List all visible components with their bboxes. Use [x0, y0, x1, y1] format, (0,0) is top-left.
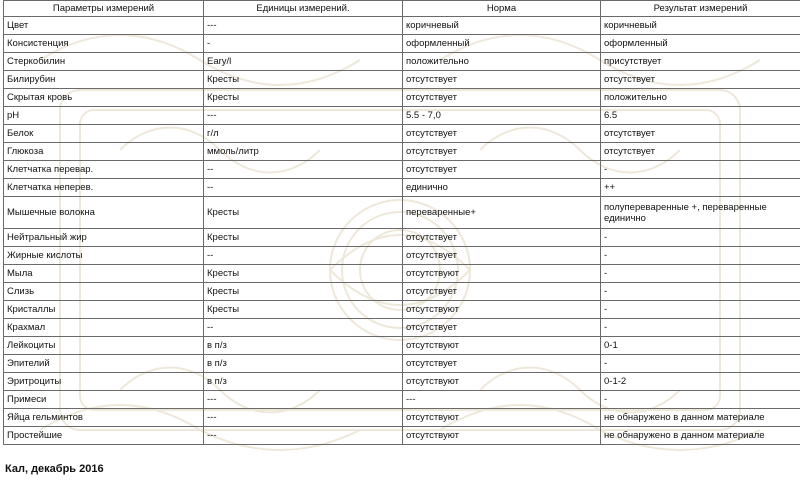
cell-result: отсутствует [601, 125, 800, 143]
cell-parameter: Простейшие [4, 427, 204, 445]
cell-units: --- [204, 409, 403, 427]
cell-norm: отсутствует [403, 125, 601, 143]
header-result: Результат измерений [601, 1, 800, 17]
cell-result: - [601, 355, 800, 373]
cell-result: положительно [601, 89, 800, 107]
cell-units: -- [204, 319, 403, 337]
header-norm: Норма [403, 1, 601, 17]
cell-units: в п/з [204, 373, 403, 391]
cell-parameter: Мышечные волокна [4, 197, 204, 229]
table-row [4, 427, 800, 445]
cell-parameter: Глюкоза [4, 143, 204, 161]
cell-result: - [601, 391, 800, 409]
cell-result: - [601, 265, 800, 283]
cell-norm: переваренные+ [403, 197, 601, 229]
cell-norm: отсутствуют [403, 337, 601, 355]
cell-parameter: Эпителий [4, 355, 204, 373]
cell-norm: отсутствуют [403, 265, 601, 283]
cell-norm: отсутствует [403, 71, 601, 89]
cell-result: отсутствует [601, 71, 800, 89]
cell-norm: отсутствует [403, 161, 601, 179]
cell-parameter: Стеркобилин [4, 53, 204, 71]
cell-parameter: Консистенция [4, 35, 204, 53]
cell-norm: 5.5 - 7,0 [403, 107, 601, 125]
table-header-row [4, 1, 800, 17]
table-row [4, 301, 800, 319]
cell-parameter: Кристаллы [4, 301, 204, 319]
cell-parameter: Цвет [4, 17, 204, 35]
cell-units: в п/з [204, 355, 403, 373]
document-caption: Кал, декабрь 2016 [5, 463, 104, 475]
cell-norm: отсутствуют [403, 409, 601, 427]
cell-units: ммоль/литр [204, 143, 403, 161]
table-row [4, 53, 800, 71]
table-row [4, 319, 800, 337]
cell-result: - [601, 283, 800, 301]
cell-parameter: Клетчатка неперев. [4, 179, 204, 197]
table-row [4, 391, 800, 409]
cell-norm: отсутствуют [403, 427, 601, 445]
cell-units: в п/з [204, 337, 403, 355]
cell-norm: отсутствует [403, 283, 601, 301]
cell-norm: отсутствует [403, 319, 601, 337]
cell-result: ++ [601, 179, 800, 197]
cell-norm: отсутствует [403, 355, 601, 373]
table-row [4, 355, 800, 373]
table-row [4, 265, 800, 283]
cell-norm: положительно [403, 53, 601, 71]
cell-parameter: Белок [4, 125, 204, 143]
cell-units: Eary/l [204, 53, 403, 71]
results-table [3, 0, 800, 445]
cell-parameter: Слизь [4, 283, 204, 301]
cell-units: Кресты [204, 265, 403, 283]
cell-parameter: Лейкоциты [4, 337, 204, 355]
cell-units: --- [204, 391, 403, 409]
cell-norm: --- [403, 391, 601, 409]
cell-result: присутствует [601, 53, 800, 71]
cell-parameter: pH [4, 107, 204, 125]
cell-result: - [601, 247, 800, 265]
cell-parameter: Яйца гельминтов [4, 409, 204, 427]
cell-units: - [204, 35, 403, 53]
cell-units: --- [204, 107, 403, 125]
cell-units: Кресты [204, 301, 403, 319]
cell-result: отсутствует [601, 143, 800, 161]
cell-result: коричневый [601, 17, 800, 35]
cell-result: 0-1-2 [601, 373, 800, 391]
table-row [4, 161, 800, 179]
cell-result: не обнаружено в данном материале [601, 427, 800, 445]
cell-units: -- [204, 247, 403, 265]
cell-units: Кресты [204, 89, 403, 107]
cell-parameter: Нейтральный жир [4, 229, 204, 247]
cell-units: --- [204, 17, 403, 35]
cell-result: полупереваренные +, переваренные единично [601, 197, 800, 229]
table-row [4, 17, 800, 35]
cell-norm: отсутствует [403, 143, 601, 161]
cell-norm: отсутствуют [403, 301, 601, 319]
cell-norm: отсутствует [403, 247, 601, 265]
cell-units: -- [204, 179, 403, 197]
header-units: Единицы измерений. [204, 1, 403, 17]
cell-norm: коричневый [403, 17, 601, 35]
table-row [4, 125, 800, 143]
table-row [4, 197, 800, 229]
cell-norm: оформленный [403, 35, 601, 53]
cell-units: Кресты [204, 197, 403, 229]
cell-parameter: Клетчатка перевар. [4, 161, 204, 179]
cell-norm: отсутствует [403, 89, 601, 107]
table-row [4, 143, 800, 161]
cell-parameter: Мыла [4, 265, 204, 283]
cell-result: оформленный [601, 35, 800, 53]
cell-norm: отсутствует [403, 229, 601, 247]
cell-result: - [601, 319, 800, 337]
cell-parameter: Эритроциты [4, 373, 204, 391]
table-row [4, 35, 800, 53]
table-row [4, 229, 800, 247]
cell-units: --- [204, 427, 403, 445]
cell-units: -- [204, 161, 403, 179]
table-row [4, 337, 800, 355]
table-row [4, 373, 800, 391]
table-row [4, 409, 800, 427]
cell-units: Кресты [204, 229, 403, 247]
cell-result: - [601, 301, 800, 319]
table-row [4, 283, 800, 301]
cell-result: - [601, 161, 800, 179]
table-row [4, 89, 800, 107]
table-row [4, 71, 800, 89]
cell-parameter: Билирубин [4, 71, 204, 89]
cell-result: - [601, 229, 800, 247]
cell-parameter: Скрытая кровь [4, 89, 204, 107]
cell-result: 0-1 [601, 337, 800, 355]
cell-parameter: Жирные кислоты [4, 247, 204, 265]
cell-norm: отсутствуют [403, 373, 601, 391]
cell-units: г/л [204, 125, 403, 143]
table-row [4, 179, 800, 197]
table-row [4, 247, 800, 265]
cell-norm: единично [403, 179, 601, 197]
cell-units: Кресты [204, 283, 403, 301]
table-row [4, 107, 800, 125]
header-parameter: Параметры измерений [4, 1, 204, 17]
cell-parameter: Примеси [4, 391, 204, 409]
cell-result: не обнаружено в данном материале [601, 409, 800, 427]
cell-units: Кресты [204, 71, 403, 89]
cell-parameter: Крахмал [4, 319, 204, 337]
cell-result: 6.5 [601, 107, 800, 125]
